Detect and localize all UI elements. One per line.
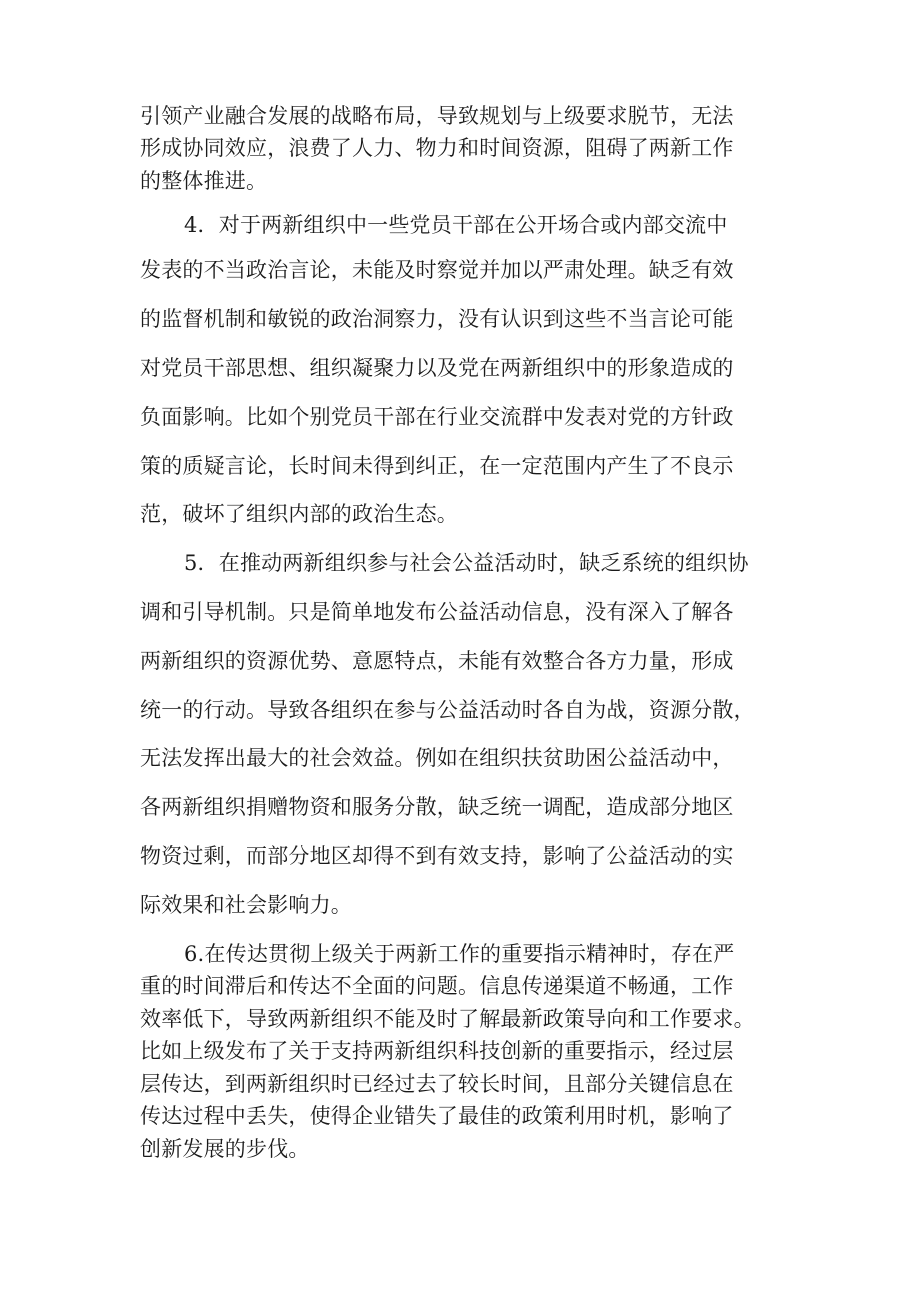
paragraph-line: 的整体推进。 — [140, 169, 268, 193]
paragraph-line: 引领产业融合发展的战略布局，导致规划与上级要求脱节，无法 — [140, 104, 734, 128]
paragraph-line: 传达过程中丢失，使得企业错失了最佳的政策利用时机，影响了 — [140, 1104, 734, 1128]
paragraph-line: 形成协同效应，浪费了人力、物力和时间资源，阻碍了两新工作 — [140, 136, 734, 160]
paragraph-line: 的监督机制和敏锐的政治洞察力，没有认识到这些不当言论可能 — [140, 307, 734, 331]
paragraph-line: 范，破坏了组织内部的政治生态。 — [140, 502, 458, 526]
paragraph-line: 创新发展的步伐。 — [140, 1137, 310, 1161]
paragraph-line: 各两新组织捐赠物资和服务分散，缺乏统一调配，造成部分地区 — [140, 795, 734, 819]
paragraph-line: 无法发挥出最大的社会效益。例如在组织扶贫助困公益活动中， — [140, 746, 734, 770]
paragraph-line: 4．对于两新组织中一些党员干部在公开场合或内部交流中 — [184, 213, 728, 237]
paragraph-line: 统一的行动。导致各组织在参与公益活动时各自为战，资源分散， — [140, 698, 755, 722]
paragraph-line: 两新组织的资源优势、意愿特点，未能有效整合各方力量，形成 — [140, 649, 734, 673]
paragraph-line: 物资过剩，而部分地区却得不到有效支持，影响了公益活动的实 — [140, 844, 734, 868]
paragraph-line: 层传达，到两新组织时已经过去了较长时间，且部分关键信息在 — [140, 1072, 734, 1096]
paragraph-line: 6.在传达贯彻上级关于两新工作的重要指示精神时，存在严 — [184, 942, 735, 966]
paragraph-line: 效率低下，导致两新组织不能及时了解最新政策导向和工作要求。 — [140, 1007, 755, 1031]
paragraph-line: 对党员干部思想、组织凝聚力以及党在两新组织中的形象造成的 — [140, 356, 734, 380]
paragraph-line: 5．在推动两新组织参与社会公益活动时，缺乏系统的组织协 — [184, 551, 749, 575]
paragraph-line: 策的质疑言论，长时间未得到纠正，在一定范围内产生了不良示 — [140, 454, 734, 478]
paragraph-line: 发表的不当政治言论，未能及时察觉并加以严肃处理。缺乏有效 — [140, 258, 734, 282]
paragraph-line: 重的时间滞后和传达不全面的问题。信息传递渠道不畅通，工作 — [140, 974, 734, 998]
paragraph-line: 调和引导机制。只是简单地发布公益活动信息，没有深入了解各 — [140, 600, 734, 624]
paragraph-line: 负面影响。比如个别党员干部在行业交流群中发表对党的方针政 — [140, 405, 734, 429]
paragraph-line: 比如上级发布了关于支持两新组织科技创新的重要指示，经过层 — [140, 1039, 734, 1063]
paragraph-line: 际效果和社会影响力。 — [140, 893, 352, 917]
